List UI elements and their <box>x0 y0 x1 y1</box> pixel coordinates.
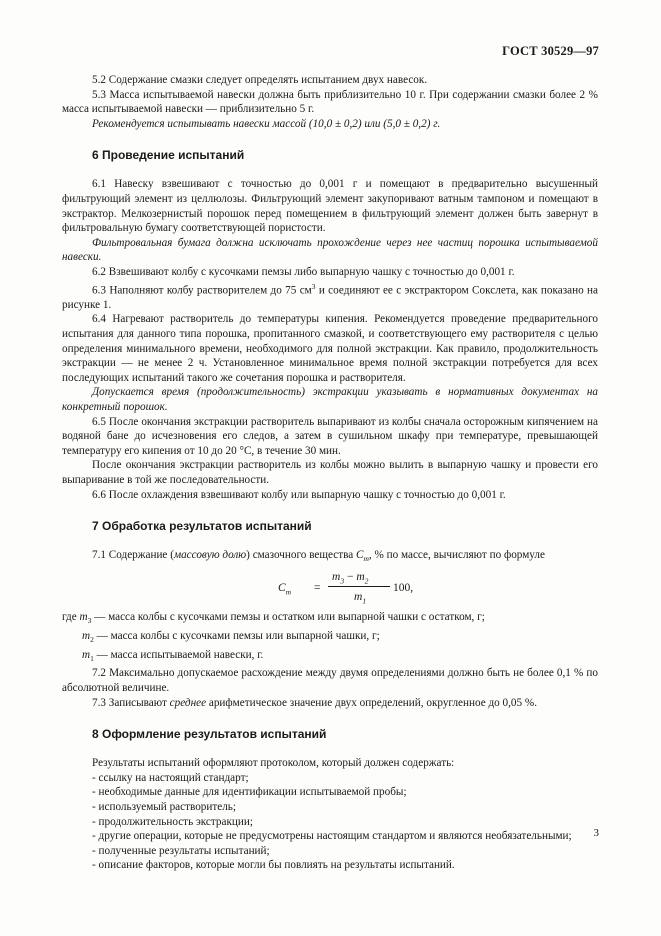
p7-1-part-b: ) смазочного вещества <box>246 549 356 562</box>
p7-1-symbol-sub: m <box>363 554 369 564</box>
formula <box>62 570 598 608</box>
list-item: - описание факторов, которые могли бы повлиять на результаты испытаний. <box>92 859 455 872</box>
p7-1-italic: массовую долю <box>173 549 247 562</box>
paragraph-6-6: 6.6 После охлаждения взвешивают колбу или выпарную чашку с точностью до 0,001 г. <box>92 488 506 501</box>
paragraph-6-2: 6.2 Взвешивают колбу с кусочками пемзы либо выпарную чашку с точностью до 0,001 г. <box>92 265 515 278</box>
note-6-4: Допускается время (продолжительность) экстракции указывать в нормативных документах на конкретный порошок. <box>62 386 598 414</box>
list-item: - полученные результаты испытаний; <box>92 844 270 857</box>
formula-numerator: $m_3 - m_2$ <box>332 571 369 586</box>
paragraph-6-4: 6.4 Нагревают растворитель до температуры кипения. Рекомендуется проведение предварительного испытания для данного типа порошка, пропитанного смазкой, и соответствующего ему растворителя с целью определения минимального времени, необходимого для полной экстракции. Как правило, продолжительность экстракции — не менее 2 ч. Установленное минимальное время полной экстракции потребуется для всех последующих испытаний такого же сочетания порошка и растворителя. <box>62 313 598 384</box>
page-number: 3 <box>593 827 599 839</box>
list-item: - ссылку на настоящий стандарт; <box>92 771 249 784</box>
definition-m3: где $m_3$ — масса колбы с кусочками пемзы и остатком или выпарной чашки с остатком, г; <box>62 611 485 626</box>
document-body <box>62 73 598 873</box>
paragraph-6-5: 6.5 После окончания экстракции растворитель выпаривают из колбы сначала осторожным кипячением на водяной бане до исчезновения его следов, а затем в сушильном шкафу при температуре, превышающей температуру его кипения от 10 до 20 °С, в течение 30 мин. <box>62 415 598 457</box>
paragraph-6-3 <box>62 280 598 313</box>
paragraph-5-2: 5.2 Содержание смазки следует определять испытанием двух навесок. <box>92 74 428 86</box>
p7-1-part-c: , % по массе, вычисляют по формуле <box>368 549 545 562</box>
formula-multiplier: 100, <box>393 582 414 594</box>
section-8-title: 8 Оформление результатов испытаний <box>92 727 327 742</box>
list-item: - используемый растворитель; <box>92 801 237 814</box>
paragraph-6-3-start: 6.3 Наполняют колбу растворителем до 75 см <box>92 284 312 297</box>
report-contents-list <box>62 771 598 873</box>
formula-definitions <box>62 610 598 666</box>
formula-denominator: $m_1$ <box>354 591 367 606</box>
formula-lhs: $C_m$ <box>278 582 292 597</box>
document-header: ГОСТ 30529—97 <box>502 44 599 58</box>
paragraph-7-3: 7.3 Записывают среднее арифметическое значение двух определений, округленное до 0,05 %. <box>92 696 538 709</box>
paragraph-8-intro: Результаты испытаний оформляют протоколом, который должен содержать: <box>92 757 455 770</box>
paragraph-7-2: 7.2 Максимально допускаемое расхождение между двумя определениями должно быть не более 0,1 % по абсолютной величине. <box>62 667 598 695</box>
section-7-title: 7 Обработка результатов испытаний <box>92 519 312 534</box>
p7-1-part-a: 7.1 Содержание ( <box>92 549 174 562</box>
paragraph-6-3-end: и соединяют ее с экстрактором Сокслета, как показано на рисунке 1. <box>62 284 598 311</box>
note-5-3: Рекомендуется испытывать навески массой (10,0 ± 0,2) или (5,0 ± 0,2) г. <box>92 117 441 130</box>
formula-fraction-bar <box>328 586 390 587</box>
cubic-superscript: 3 <box>311 281 316 291</box>
paragraph-7-1 <box>62 548 598 567</box>
note-6-1: Фильтровальная бумага должна исключать прохождение через нее частиц порошка испытываемой навески. <box>62 236 598 264</box>
definition-m2: $m_2$ — масса колбы с кусочками пемзы или выпарной чашки, г; <box>82 629 380 645</box>
formula-equals: = <box>314 582 321 594</box>
p7-1-symbol: C <box>356 549 364 562</box>
paragraph-5-3: 5.3 Масса испытываемой навески должна быть приблизительно 10 г. При содержании смазки более 2 % масса испытываемой навески — приблизительно 5 г. <box>62 88 598 116</box>
paragraph-6-1: 6.1 Навеску взвешивают с точностью до 0,001 г и помещают в предварительно высушенный фильтрующий элемент из целлюлозы. Фильтрующий элемент закупоривают ватным тампоном и помещают в экстрактор. Мелкозернистый порошок перед помещением в фильтрующий элемент должен быть завернут в фильтровальную бумагу соответствующей пористости. <box>62 178 598 235</box>
list-item: - продолжительность экстракции; <box>92 815 253 828</box>
list-item: - другие операции, которые не предусмотрены настоящим стандартом и являются необязательными; <box>92 830 572 843</box>
paragraph-6-5-continued: После окончания экстракции растворитель из колбы можно вылить в выпарную чашку и провести его выпаривание в той же последовательности. <box>62 459 598 486</box>
section-6-title: 6 Проведение испытаний <box>92 148 245 163</box>
definition-m1: $m_1$ — масса испытываемой навески, г. <box>82 648 264 663</box>
list-item: - необходимые данные для идентификации испытываемой пробы; <box>92 786 407 799</box>
